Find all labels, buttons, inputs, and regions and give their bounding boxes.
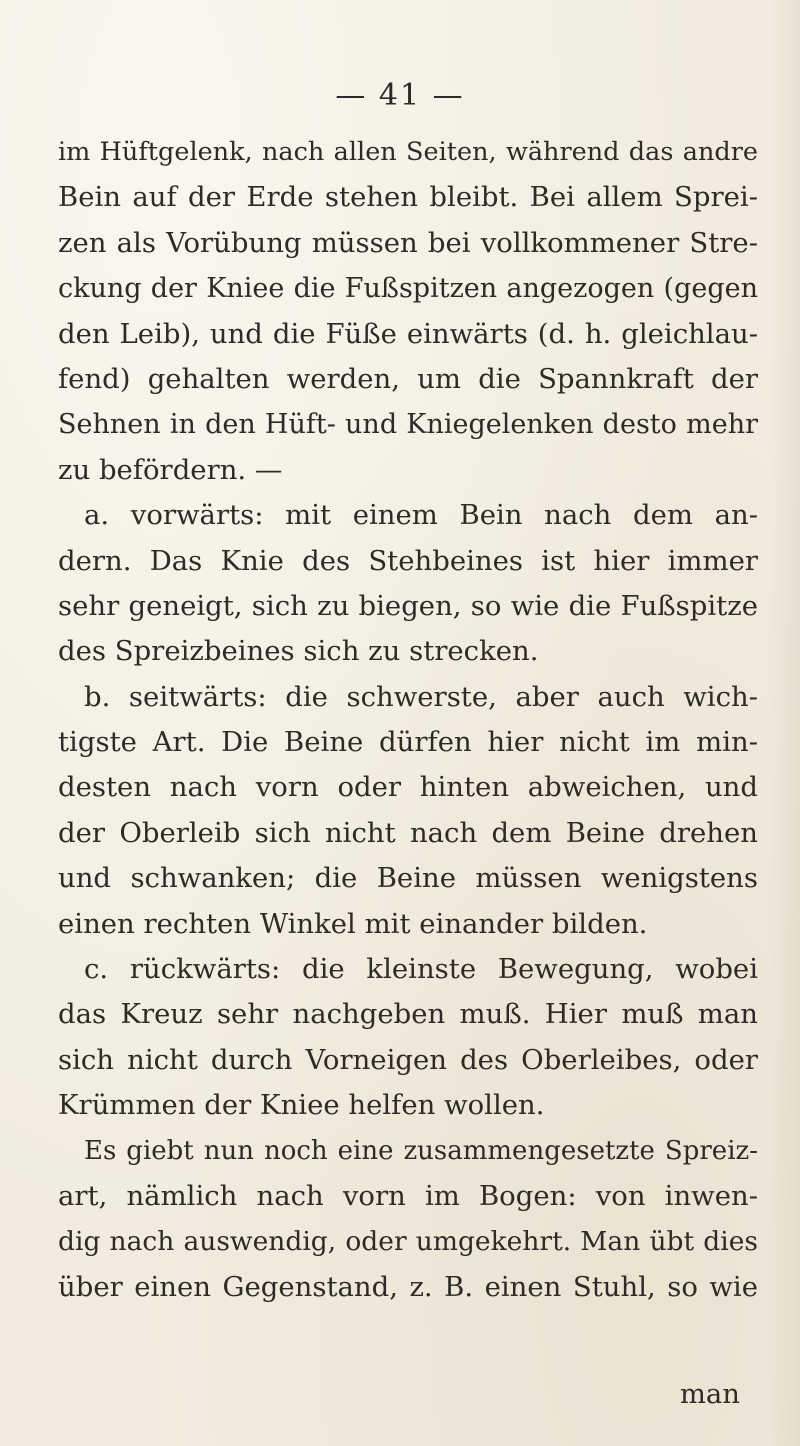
text-line: zu befördern. — bbox=[58, 453, 283, 486]
text-line: art, nämlich nach vorn im Bogen: von inwen- bbox=[58, 1179, 758, 1212]
text-line: dig nach auswendig, oder umgekehrt. Man übt dies bbox=[58, 1226, 758, 1258]
text-line: Bein auf der Erde stehen bleibt. Bei allem Sprei- bbox=[58, 181, 758, 214]
text-line: fend) gehalten werden, um die Spannkraft der bbox=[58, 362, 758, 395]
text-line: Sehnen in den Hüft- und Kniegelenken desto mehr bbox=[58, 409, 758, 441]
page-edge-shadow bbox=[770, 0, 800, 1446]
text-line: Krümmen der Kniee helfen wollen. bbox=[58, 1089, 545, 1122]
body-text bbox=[58, 130, 758, 1310]
text-line: sehr geneigt, sich zu biegen, so wie die Fußspitze bbox=[58, 589, 758, 622]
text-line: den Leib), und die Füße einwärts (d. h. gleichlau- bbox=[58, 317, 758, 350]
text-line: sich nicht durch Vorneigen des Oberleibes, oder bbox=[58, 1043, 758, 1076]
text-line: b. seitwärts: die schwerste, aber auch wich- bbox=[84, 680, 758, 713]
text-line: und schwanken; die Beine müssen wenigstens bbox=[58, 862, 758, 895]
text-line: Es giebt nun noch eine zusammengesetzte Spreiz- bbox=[84, 1135, 758, 1166]
text-line: der Oberleib sich nicht nach dem Beine drehen bbox=[58, 816, 758, 849]
text-line: dern. Das Knie des Stehbeines ist hier immer bbox=[58, 544, 758, 577]
text-line: des Spreizbeines sich zu strecken. bbox=[58, 635, 539, 668]
text-line: ckung der Kniee die Fußspitzen angezogen (gegen bbox=[58, 273, 758, 305]
text-line: das Kreuz sehr nachgeben muß. Hier muß man bbox=[58, 998, 758, 1031]
text-line: a. vorwärts: mit einem Bein nach dem an- bbox=[84, 499, 758, 532]
text-line: c. rückwärts: die kleinste Bewegung, wobei bbox=[84, 953, 758, 986]
text-line: im Hüftgelenk, nach allen Seiten, während das andre bbox=[58, 137, 758, 167]
catchword: man bbox=[679, 1378, 740, 1410]
text-line: tigste Art. Die Beine dürfen hier nicht im min- bbox=[58, 726, 758, 759]
text-line: einen rechten Winkel mit einander bilden. bbox=[58, 907, 648, 940]
page-number-header: — 41 — bbox=[335, 78, 465, 113]
text-line: zen als Vorübung müssen bei vollkommener Stre- bbox=[58, 226, 758, 259]
text-line: desten nach vorn oder hinten abweichen, und bbox=[58, 771, 758, 804]
text-line: über einen Gegenstand, z. B. einen Stuhl, so wie bbox=[58, 1270, 758, 1303]
